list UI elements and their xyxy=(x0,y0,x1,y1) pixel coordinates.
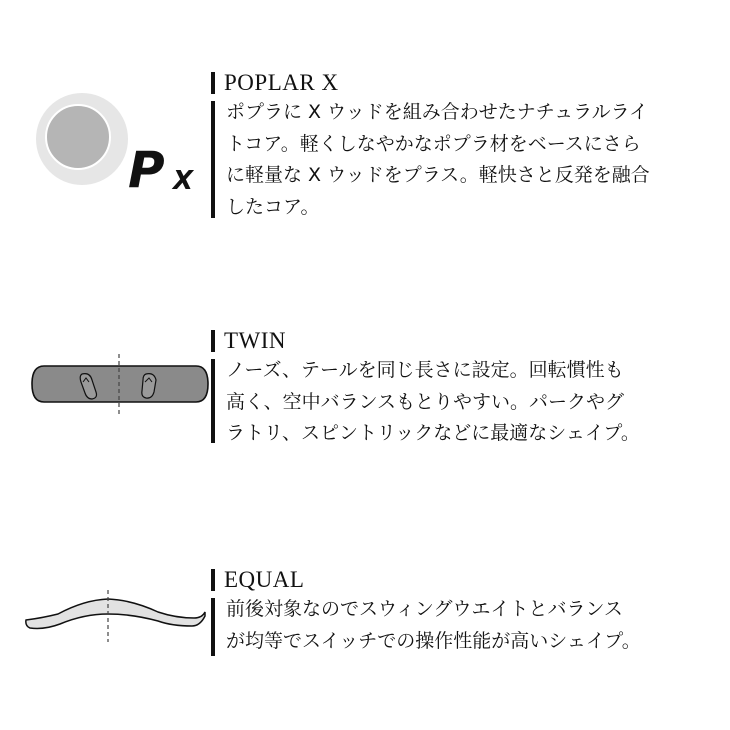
shape-desc-line-1: ノーズ、テールを同じ長さに設定。回転慣性も xyxy=(226,359,624,381)
shape-heading-text: TWIN xyxy=(224,328,287,353)
core-heading-text: POPLAR X xyxy=(224,70,339,95)
profile-outline xyxy=(26,599,205,629)
profile-desc-line-1: 前後対象なのでスウィングウエイトとバランス xyxy=(226,598,623,620)
logo-letter-x: X xyxy=(173,166,194,196)
profile-desc-bar xyxy=(211,598,215,656)
core-desc-line-3: に軽量な X ウッドをプラス。軽快さと反発を融合 xyxy=(226,164,650,186)
equal-camber-profile xyxy=(22,588,208,644)
heading-marker xyxy=(211,569,215,591)
shape-desc-line-3: ラトリ、スピントリックなどに最適なシェイプ。 xyxy=(226,422,640,444)
shape-desc-line-2: 高く、空中バランスもとりやすい。パークやグ xyxy=(226,390,625,413)
profile-heading-text: EQUAL xyxy=(224,567,305,592)
logo-letter-p: P xyxy=(128,141,165,199)
profile-description xyxy=(226,594,716,657)
profile-desc-line-2: が均等でスイッチでの操作性能が高いシェイプ。 xyxy=(226,629,641,652)
camber-profile-graphic xyxy=(22,588,208,644)
core-desc-line-1: ポプラに X ウッドを組み合わせたナチュラルライ xyxy=(226,101,649,123)
core-desc-line-2: トコア。軽くしなやかなポプラ材をベースにさら xyxy=(226,132,641,155)
core-desc-line-4: したコア。 xyxy=(226,195,320,218)
profile-heading xyxy=(211,567,304,593)
